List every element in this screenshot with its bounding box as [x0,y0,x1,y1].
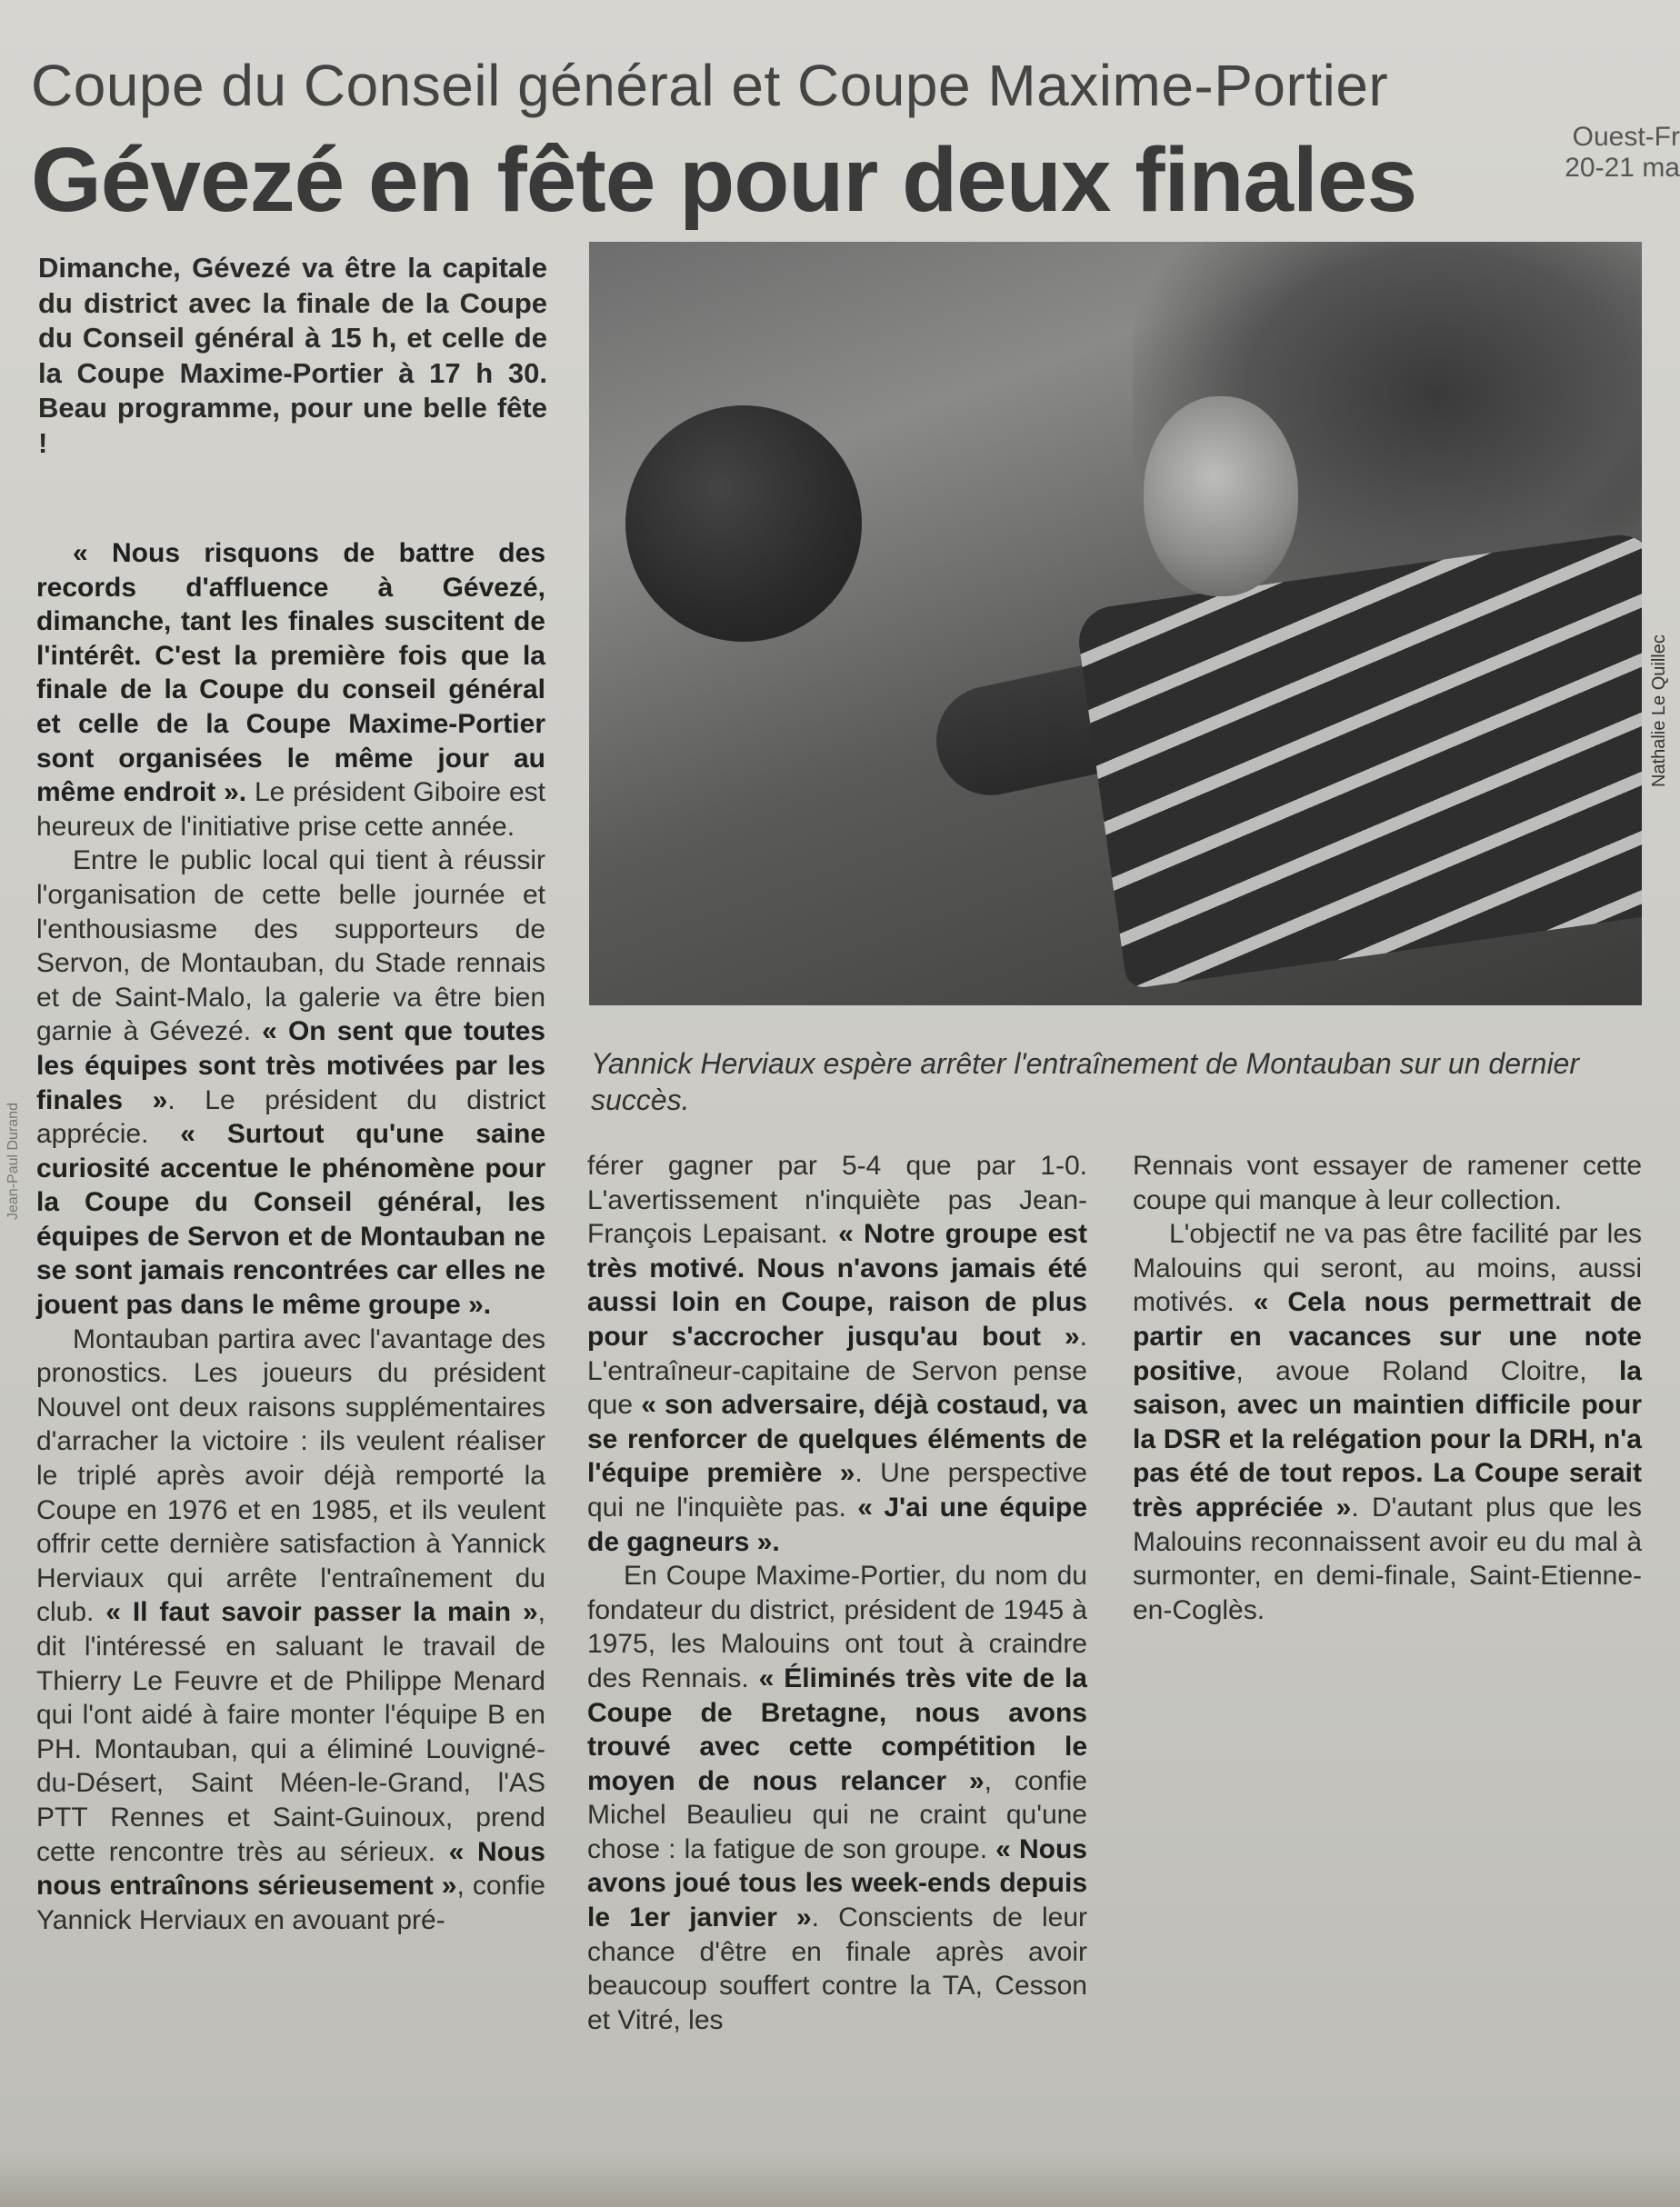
quote-text: « Nous nous entraînons sérieusement » [36,1836,545,1902]
column-2-paragraph [587,1149,1087,1559]
body-text: Montauban partira avec l'avantage des pronostics. Les joueurs du président Nouvel ont deux raisons supplémentaires d'arracher la victoire : ils veulent réaliser le triplé après avoir déjà remporté la Coupe en 1976 et en 1985, et ils veulent offrir cette dernière satisfaction à Yannick Herviaux qui arrête l'entraînement du club. [36,1323,545,1628]
column-1-paragraph [36,1323,545,1938]
quote-text: « Éliminés très vite de la Coupe de Bretagne, nous avons trouvé avec cette compétition le moyen de nous relancer » [587,1663,1087,1796]
quote-text: « Notre groupe est très motivé. Nous n'avons jamais été aussi loin en Coupe, raison de plus pour s'accrocher jusqu'au bout » [587,1219,1087,1352]
article-column-3 [1133,1149,1642,1627]
body-text: Entre le public local qui tient à réussir l'organisation de cette belle journée et l'enthousiasme des supporteurs de Servon, de Montauban, du Stade rennais et de Saint-Malo, la galerie va être bien garnie à Gévezé. [36,845,545,1047]
quote-text: « J'ai une équipe de gagneurs ». [587,1492,1087,1557]
quote-text: « Cela nous permettrait de partir en vacances sur une note positive [1133,1287,1642,1386]
article-column-1 [36,536,545,1937]
body-text: férer gagner par 5-4 que par 1-0. L'avertissement n'inquiète pas Jean-François Lepaisant. [587,1151,1087,1250]
column-1-paragraph [36,844,545,1322]
quote-text: « Il faut savoir passer la main » [105,1597,538,1628]
column-3-paragraph: Rennais vont essayer de ramener cette coupe qui manque à leur collection. [1133,1151,1642,1215]
body-text: En Coupe Maxime-Portier, du nom du fondateur du district, président de 1945 à 1975, les Malouins ont tout à craindre des Rennais. [587,1561,1087,1693]
body-text: . Le président du district apprécie. [36,1084,545,1150]
body-text: . Conscients de leur chance d'être en finale après avoir beaucoup souffert contre la TA, Cesson et Vitré, les [587,1902,1087,2035]
body-text: . Une perspective qui ne l'inquiète pas. [587,1458,1087,1523]
body-text: , confie Michel Beaulieu qui ne craint qu'une chose : la fatigue de son groupe. [587,1765,1087,1864]
photo-person-head [1144,396,1298,596]
source-reference [1533,122,1680,184]
body-text: Le président Giboire est heureux de l'initiative prise cette année. [36,777,545,842]
column-3-paragraph [1133,1217,1642,1627]
article-column-2 [587,1149,1087,2037]
article-lead: Dimanche, Gévezé va être la capitale du district avec la finale de la Coupe du Conseil général à 15 h, et celle de la Coupe Maxime-Portier à 17 h 30. Beau programme, pour une belle fête ! [38,252,547,459]
source-name: Ouest-Fr [1572,122,1680,152]
body-text: , dit l'intéressé en saluant le travail de Thierry Le Feuvre et de Philippe Menard qui l'ont aidé à faire monter l'équipe B en PH. Montauban, qui a éliminé Louvigné-du-Désert, Saint Méen-le-Grand, l'AS PTT Rennes et Saint-Guinoux, prend cette rencontre très au sérieux. [36,1597,545,1867]
quote-text: la saison, avec un maintien difficile pour la DSR et la relégation pour la DRH, n'a pas été de tout repos. La Coupe serait très appréciée » [1133,1355,1642,1523]
quote-text: « son adversaire, déjà costaud, va se renforcer de quelques éléments de l'équipe première » [587,1390,1088,1489]
photo-credit: Nathalie Le Quillec [1649,634,1669,787]
photo-striped-jacket [1075,531,1642,990]
article-kicker: Coupe du Conseil général et Coupe Maxime-Portier [31,53,1389,118]
body-text: L'objectif ne va pas être facilité par les Malouins qui seront, au moins, aussi motivés. [1133,1219,1642,1318]
column-2-paragraph [587,1559,1087,2037]
body-text: , confie Yannick Herviaux en avouant pré- [36,1871,545,1935]
quote-text: « Nous risquons de battre des records d'affluence à Gévezé, dimanche, tant les finales suscitent de l'intérêt. C'est la première fois que la finale de la Coupe du conseil général et celle de la Coupe Maxime-Portier sont organisées le même jour au même endroit ». [36,538,545,808]
article-photo [589,242,1642,1005]
source-date: 20-21 ma [1565,153,1680,183]
photo-dark-shape [625,405,862,642]
body-text: . D'autant plus que les Malouins reconnaissent avoir eu du mal à surmonter, en demi-finale, Saint-Etienne-en-Coglès. [1133,1492,1642,1625]
photo-caption: Yannick Herviaux espère arrêter l'entraînement de Montauban sur un dernier succès. [591,1047,1579,1116]
body-text: . L'entraîneur-capitaine de Servon pense que [587,1321,1087,1421]
quote-text: « Nous avons joué tous les week-ends depuis le 1er janvier » [587,1833,1087,1933]
column-1-paragraph [36,536,545,844]
quote-text: « On sent que toutes les équipes sont très motivées par les finales » [36,1016,545,1115]
body-text: , avoue Roland Cloitre, [1235,1355,1619,1386]
quote-text: « Surtout qu'une saine curiosité accentue le phénomène pour la Coupe du Conseil général, les équipes de Servon et de Montauban ne se sont jamais rencontrées car elles ne jouent pas dans le même groupe ». [36,1119,546,1321]
article-headline: Gévezé en fête pour deux finales [31,129,1417,231]
margin-credit: Jean-Paul Durand [5,1103,21,1220]
